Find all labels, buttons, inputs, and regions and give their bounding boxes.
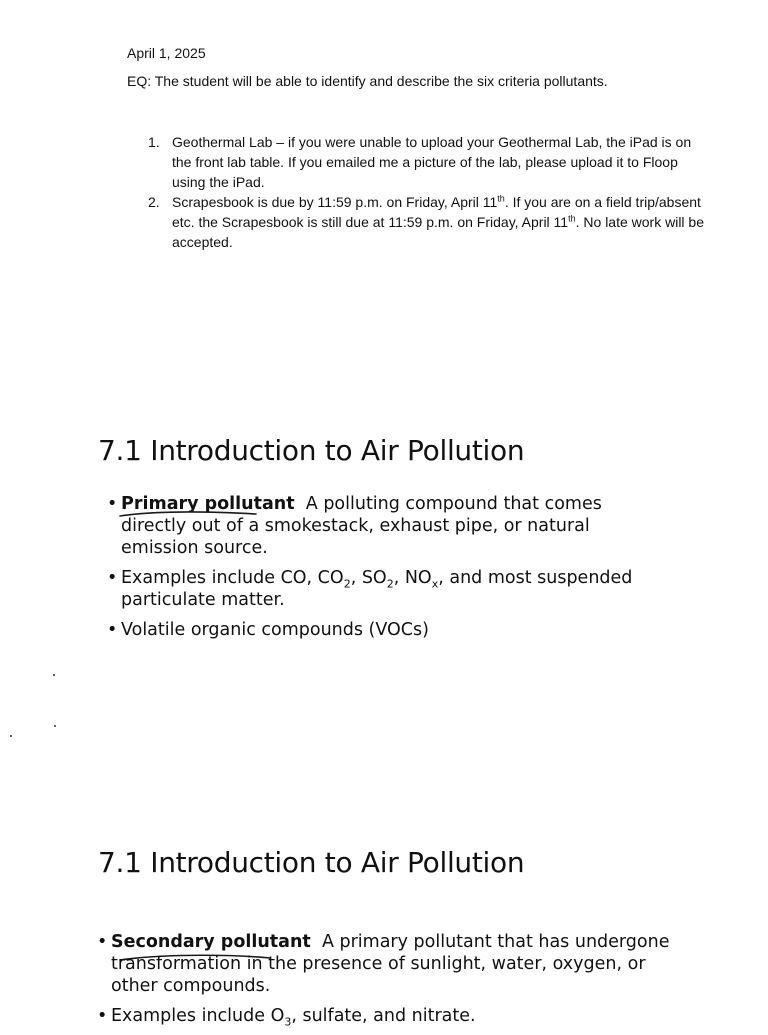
bullet-vocs: • Volatile organic compounds (VOCs) [107, 619, 667, 641]
slide-title: 7.1 Introduction to Air Pollution [98, 846, 525, 879]
bullet-secondary-pollutant [97, 931, 697, 997]
task-number: 2. [148, 194, 160, 210]
term-primary-pollutant: Primary pollutant [121, 494, 295, 514]
bullet-examples: • Examples include $O_3$, sulfate, and nitrate. [97, 1005, 697, 1027]
task-number: 1. [148, 134, 160, 150]
stray-dot [54, 725, 56, 727]
definition-text: A primary pollutant that has undergone transformation in the presence of sunlight, water, oxygen, or other compounds. [111, 932, 670, 996]
definition-text: A polluting compound that comes directly out of a smokestack, exhaust pipe, or natural emission source. [121, 494, 602, 558]
essential-question: EQ: The student will be able to identify and describe the six criteria pollutants. [127, 73, 608, 89]
bullet-examples: • Examples include CO, $CO_2$, $SO_2$, $NO_x$, and most suspended particulate matter. [107, 567, 667, 611]
task-text: Scrapesbook is due by 11:59 p.m. on Friday, April 11th. If you are on a field trip/absent etc. the Scrapesbook is still due at 11:59 p.m. on Friday, April 11th. No late work will be accepted. [172, 193, 705, 250]
stray-dot [53, 674, 55, 676]
slide-title: 7.1 Introduction to Air Pollution [98, 434, 525, 467]
stray-dot [10, 735, 12, 737]
term-secondary-pollutant: Secondary pollutant [111, 932, 311, 952]
task-text: Geothermal Lab – if you were unable to upload your Geothermal Lab, the iPad is on the front lab table. If you emailed me a picture of the lab, please upload it to Floop using the iPad. [172, 134, 692, 190]
note-date: April 1, 2025 [127, 45, 206, 61]
slide-bullets [97, 931, 697, 1035]
